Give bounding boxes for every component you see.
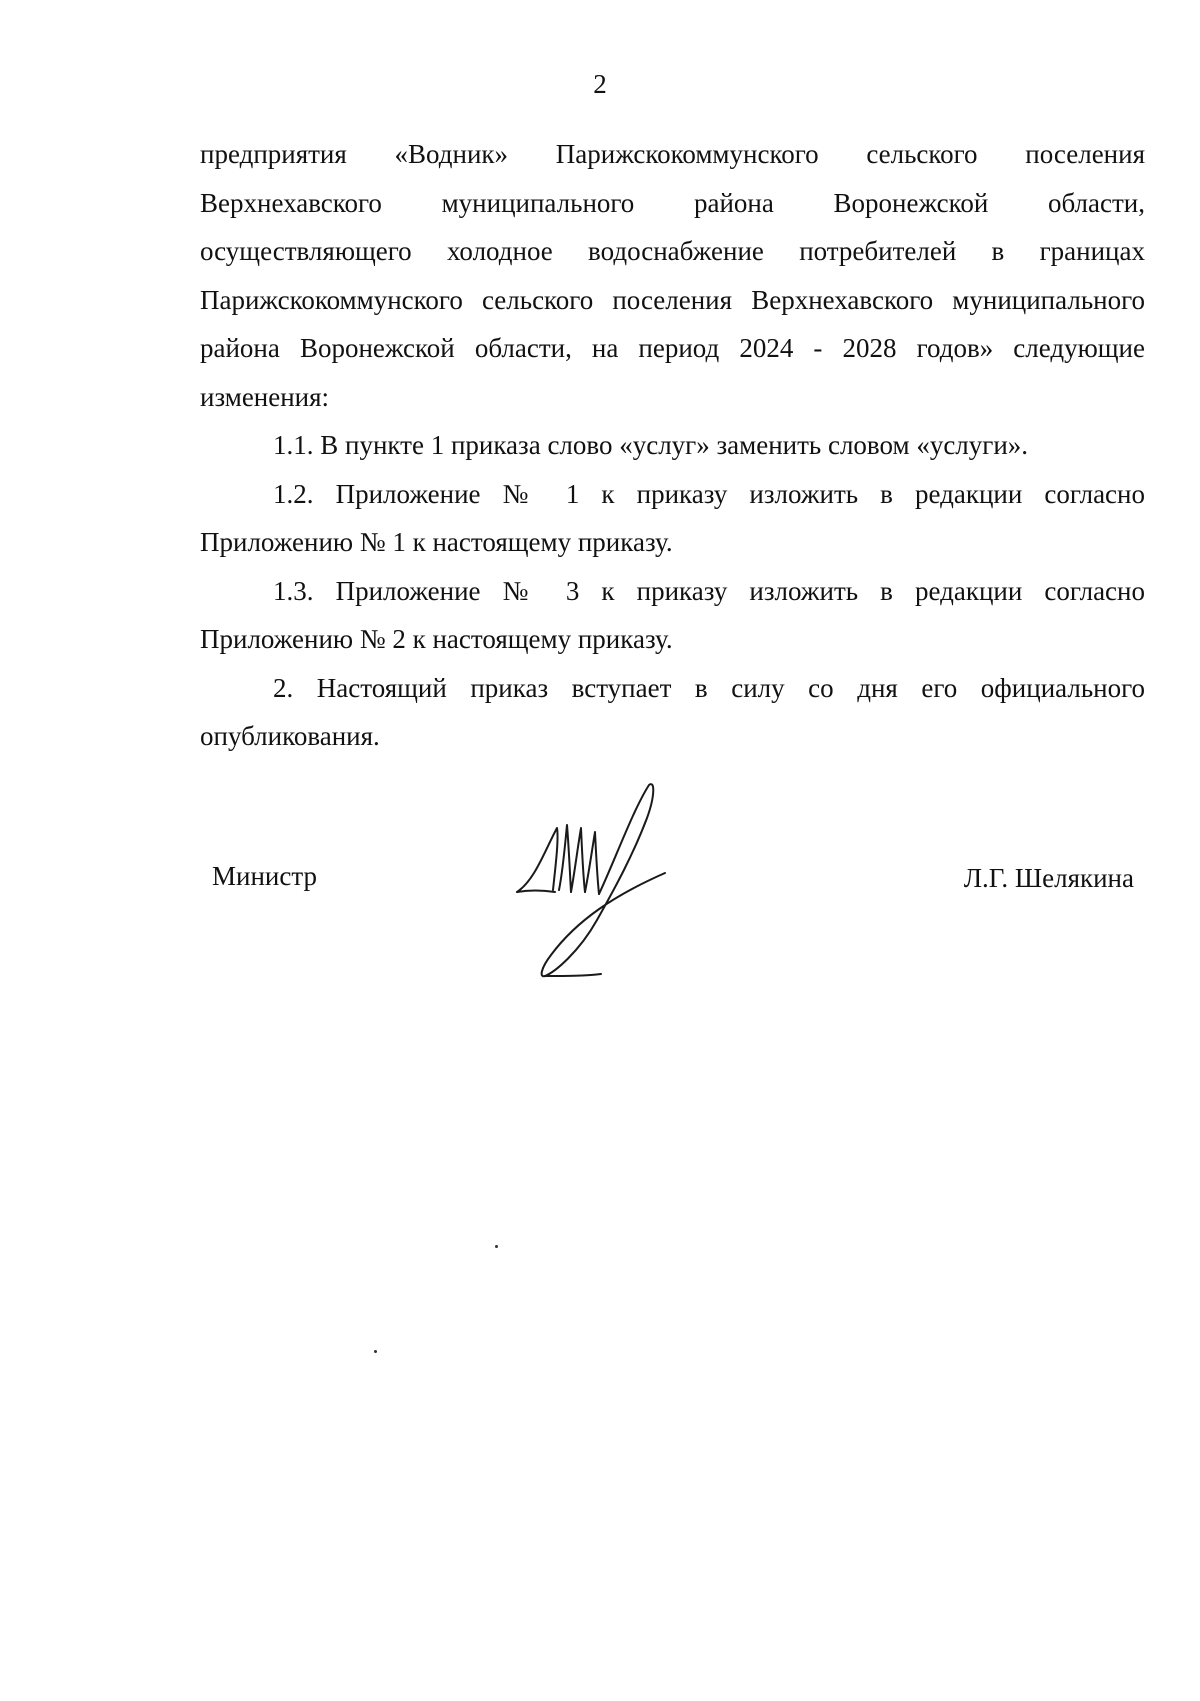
handwritten-signature bbox=[515, 780, 675, 980]
paragraph-item-1-2: 1.2. Приложение № 1 к приказу изложить в редакции согласно Приложению № 1 к настоящему приказу. bbox=[200, 478, 1145, 557]
paragraph-item-1-1: 1.1. В пункте 1 приказа слово «услуг» заменить словом «услуги». bbox=[273, 430, 1029, 460]
paragraph-item-1-3: 1.3. Приложение № 3 к приказу изложить в редакции согласно Приложению № 2 к настоящему приказу. bbox=[200, 575, 1145, 654]
signatory-name: Л.Г. Шелякина bbox=[963, 863, 1134, 893]
scan-speck bbox=[495, 1245, 498, 1248]
signatory-title: Министр bbox=[212, 861, 317, 891]
signature-block bbox=[0, 780, 1200, 1000]
document-body bbox=[200, 130, 1145, 761]
scan-speck bbox=[374, 1350, 377, 1353]
page-number: 2 bbox=[593, 69, 607, 99]
paragraph-item-2: 2. Настоящий приказ вступает в силу со дня его официального опубликования. bbox=[200, 672, 1145, 751]
paragraph-continuation: предприятия «Водник» Парижскокоммунского сельского поселения Верхнехавского муниципального района Воронежской области, осуществляющего холодное водоснабжение потребителей в границах Парижскокоммунского сельского поселения Верхнехавского муниципального района Воронежской области, на период 2024 - 2028 годов» следующие изменения: bbox=[200, 139, 1145, 412]
